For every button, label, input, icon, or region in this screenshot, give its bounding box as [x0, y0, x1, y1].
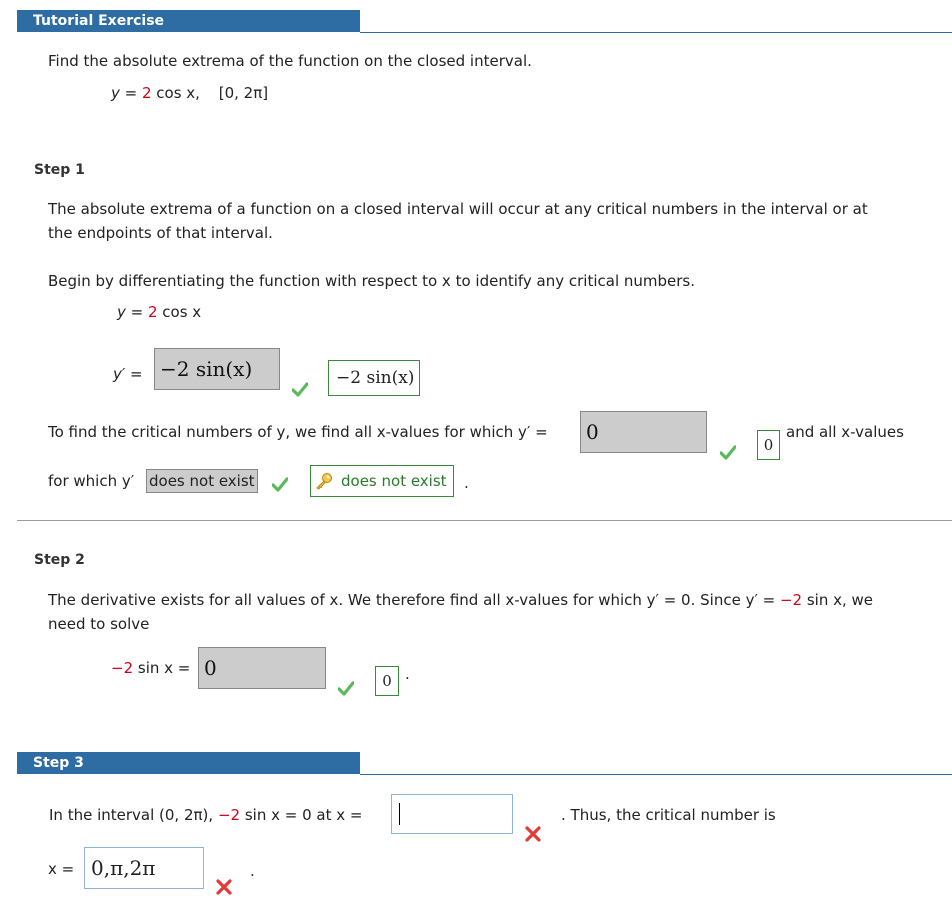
step2-line2: need to solve [48, 615, 150, 633]
checkmark-icon [272, 476, 288, 492]
step3-text-a: In the interval (0, 2π), [49, 806, 218, 824]
step3-period: . [250, 862, 255, 880]
derivative-lhs: y′ = [113, 365, 143, 383]
dne-correct-answer [310, 465, 454, 497]
eq-rest: cos x [157, 303, 202, 321]
critical-correct-answer: 0 [757, 430, 780, 460]
section-divider [17, 520, 952, 521]
step1-label: Step 1 [34, 162, 85, 178]
step1-para1-line1: The absolute extrema of a function on a closed interval will occur at any critical numbers in the interval or at [48, 200, 868, 218]
step3-text-b: sin x = 0 at x = [240, 806, 363, 824]
wrong-icon [216, 879, 232, 895]
step3-text-neg: −2 [217, 806, 241, 824]
step2-equation [111, 656, 190, 680]
step2-line1-neg: −2 [779, 591, 803, 609]
step3-text [49, 803, 362, 827]
derivative-answer-field[interactable]: −2 sin(x) [154, 348, 280, 390]
problem-function [111, 81, 268, 105]
derivative-correct-answer: −2 sin(x) [328, 360, 420, 396]
dne-lead: for which y′ [48, 472, 135, 490]
step1-equation [117, 300, 201, 324]
step2-label: Step 2 [34, 552, 85, 568]
header-rule [360, 32, 952, 33]
function-coef: 2 [141, 84, 152, 102]
function-rest: cos x, [151, 84, 200, 102]
dne-correct-text: does not exist [341, 472, 447, 490]
step2-eq-coef: −2 [111, 659, 134, 677]
eq-coef: 2 [147, 303, 158, 321]
step2-answer-field[interactable]: 0 [198, 647, 326, 689]
step1-para2: Begin by differentiating the function with respect to x to identify any critical numbers. [48, 272, 696, 290]
critical-text: To find the critical numbers of y, we find all x-values for which y′ = [48, 423, 548, 441]
step3-rule [360, 774, 952, 775]
step2-eq-rest: sin x = [133, 659, 191, 677]
checkmark-icon [292, 381, 308, 397]
key-icon [315, 472, 333, 490]
step3-critical-input[interactable]: 0,π,2π [84, 847, 204, 889]
text-cursor [399, 803, 400, 825]
step3-label: Step 3 [33, 755, 84, 771]
step2-line1 [48, 588, 873, 612]
problem-instruction: Find the absolute extrema of the function on the closed interval. [48, 52, 532, 70]
checkmark-icon [720, 444, 736, 460]
function-lhs: y = [111, 84, 142, 102]
wrong-icon [525, 826, 541, 842]
step3-x-input[interactable] [391, 794, 513, 834]
tutorial-title: Tutorial Exercise [33, 13, 165, 29]
checkmark-icon [338, 680, 354, 696]
step2-period: . [405, 665, 410, 683]
step3-header [17, 752, 360, 774]
step2-correct-answer: 0 [375, 666, 399, 696]
critical-answer-field[interactable]: 0 [580, 411, 707, 453]
step3-x-lhs: x = [48, 860, 75, 878]
eq-lhs: y = [117, 303, 148, 321]
dne-period: . [464, 474, 469, 492]
step3-tail: . Thus, the critical number is [561, 806, 776, 824]
step1-para1-line2: the endpoints of that interval. [48, 224, 273, 242]
step2-line1-a: The derivative exists for all values of x. We therefore find all x-values for which y′ = 0. Since y′ = [48, 591, 780, 609]
tutorial-header [17, 10, 360, 32]
function-interval: [0, 2π] [218, 84, 269, 102]
critical-tail: and all x-values [786, 423, 904, 441]
dne-answer-field[interactable]: does not exist [146, 469, 258, 493]
step2-line1-b: sin x, we [802, 591, 874, 609]
